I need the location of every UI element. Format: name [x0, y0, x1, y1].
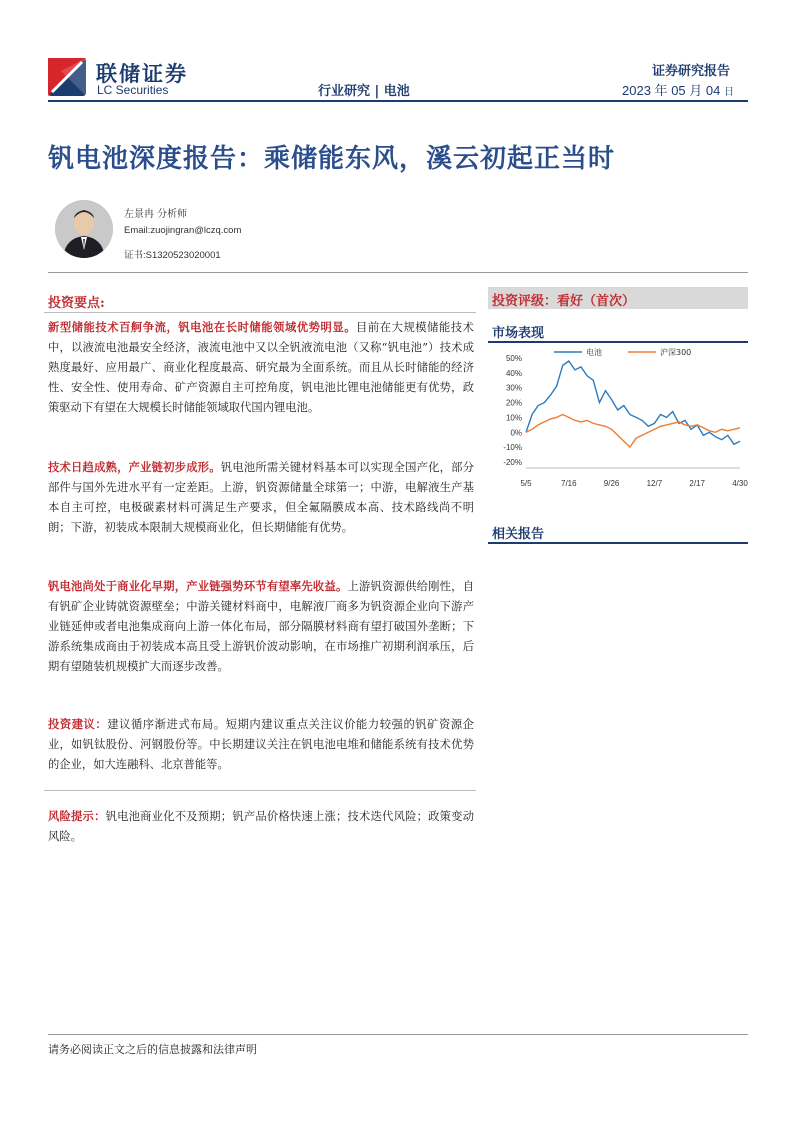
y-tick-label: 0% — [510, 428, 522, 438]
market-performance-chart — [488, 344, 750, 496]
paragraph-investment-advice — [48, 714, 474, 775]
y-tick-label: -20% — [503, 458, 522, 467]
report-date — [622, 80, 734, 99]
investment-rating: 投资评级：看好（首次） — [492, 294, 636, 309]
paragraph-text: 钒电池商业化不及预期；钒产品价格快速上涨；技术迭代风险；政策变动风险。 — [48, 810, 474, 843]
market-performance-title: 市场表现 — [492, 326, 545, 341]
y-tick-label: 30% — [505, 383, 522, 393]
key-points-title: 投资要点: — [48, 296, 105, 311]
x-tick-label: 7/16 — [561, 479, 577, 488]
series-line-csi300 — [526, 415, 740, 448]
key-points-divider — [44, 312, 476, 313]
series-line-battery — [526, 361, 740, 444]
paragraph-text: 上游钒资源供给刚性，自有钒矿企业铸就资源壁垒；中游关键材料商中，电解液厂商多为钒资源企业向下游产业链延伸或者电池集成商向上游一体化布局，部分隔膜材料商有望打破国外垄断；下游系统集成商由于初装成本高且受上游钒价波动影响，在市场推广初期利润承压，后期有望随装机规模扩大而逐步改善。 — [48, 580, 474, 673]
paragraph-storage — [48, 317, 474, 418]
paragraph-commercialization — [48, 576, 474, 677]
y-tick-label: -10% — [503, 443, 522, 453]
x-tick-label: 4/30 — [732, 479, 748, 488]
x-tick-label: 5/5 — [520, 479, 532, 488]
date-year-unit: 年 — [654, 83, 668, 98]
paragraph-technology — [48, 457, 474, 538]
footer-divider — [48, 1034, 748, 1035]
y-tick-label: 10% — [505, 413, 522, 423]
footer-disclaimer: 请务必阅读正文之后的信息披露和法律声明 — [48, 1043, 257, 1056]
market-performance-divider — [488, 341, 748, 343]
risk-divider — [44, 790, 476, 791]
paragraph-risk — [48, 806, 474, 847]
y-tick-label: 20% — [505, 398, 522, 408]
x-tick-label: 2/17 — [689, 479, 705, 488]
legend-label: 沪深300 — [660, 348, 692, 357]
analyst-certificate: 证书:S1320523020001 — [124, 250, 221, 261]
paragraph-text: 钒电池所需关键材料基本可以实现全国产化，部分部件与国外先进水平有一定差距。上游，钒资源储量全球第一；中游，电解液生产基本自主可控，电极碳素材料可满足生产要求，但全氟隔膜成本高、技术路线尚不明朗；下游，初装成本限制大规模商业化，但长期储能有优势。 — [48, 461, 474, 534]
analyst-email: Email:zuojingran@lczq.com — [124, 225, 242, 236]
paragraph-highlight: 投资建议： — [48, 717, 108, 731]
related-reports-title: 相关报告 — [492, 527, 545, 542]
paragraph-highlight: 新型储能技术百舸争流，钒电池在长时储能领域优势明显。 — [48, 320, 357, 334]
x-tick-label: 12/7 — [646, 479, 663, 488]
logo-en-text: LC Securities — [97, 83, 169, 97]
logo-cn-text: 联储证券 — [96, 62, 188, 86]
paragraph-highlight: 技术日趋成熟，产业链初步成形。 — [48, 460, 221, 474]
analyst-name: 左景冉 分析师 — [124, 209, 188, 220]
x-tick-label: 9/26 — [603, 479, 620, 488]
date-month-unit: 月 — [689, 83, 703, 98]
date-day: 04 — [705, 83, 721, 98]
date-year: 2023 — [622, 83, 651, 98]
page-title: 钒电池深度报告：乘储能东风，溪云初起正当时 — [48, 144, 616, 174]
related-reports-divider — [488, 542, 748, 544]
date-month: 05 — [671, 83, 686, 98]
analyst-photo-icon — [55, 200, 113, 258]
analyst-avatar — [55, 200, 113, 258]
company-logo-icon — [48, 58, 86, 96]
paragraph-text: 建议循序渐进式布局。短期内建议重点关注议价能力较强的钒矿资源企业，如钒钛股份、河钢股份等。中长期建议关注在钒电池电堆和储能系统有技术优势的企业，如大连融科、北京普能等。 — [48, 718, 474, 771]
date-day-unit: 日 — [724, 87, 735, 98]
report-type: 证券研究报告 — [652, 64, 731, 79]
y-tick-label: 50% — [505, 354, 522, 363]
legend-label: 电池 — [586, 348, 602, 357]
analyst-divider — [48, 272, 748, 273]
paragraph-highlight: 钒电池尚处于商业化早期，产业链强势环节有望率先收益。 — [48, 579, 348, 593]
header-divider — [48, 100, 748, 102]
y-tick-label: 40% — [505, 368, 522, 378]
paragraph-highlight: 风险提示： — [48, 809, 106, 823]
report-category: 行业研究 | 电池 — [318, 84, 410, 99]
paragraph-text: 目前在大规模储能技术中，以液流电池最安全经济，液流电池中又以全钒液流电池（又称“钒电池”）技术成熟度最好、应用最广、商业化程度最高、研究最为全面系统。而且从长时储能的经济性、安全性、使用寿命、矿产资源自主可控角度，钒电池比锂电池储能更有优势，政策驱动下有望在大规模长时储能领域取代国内锂电池。 — [48, 321, 474, 414]
